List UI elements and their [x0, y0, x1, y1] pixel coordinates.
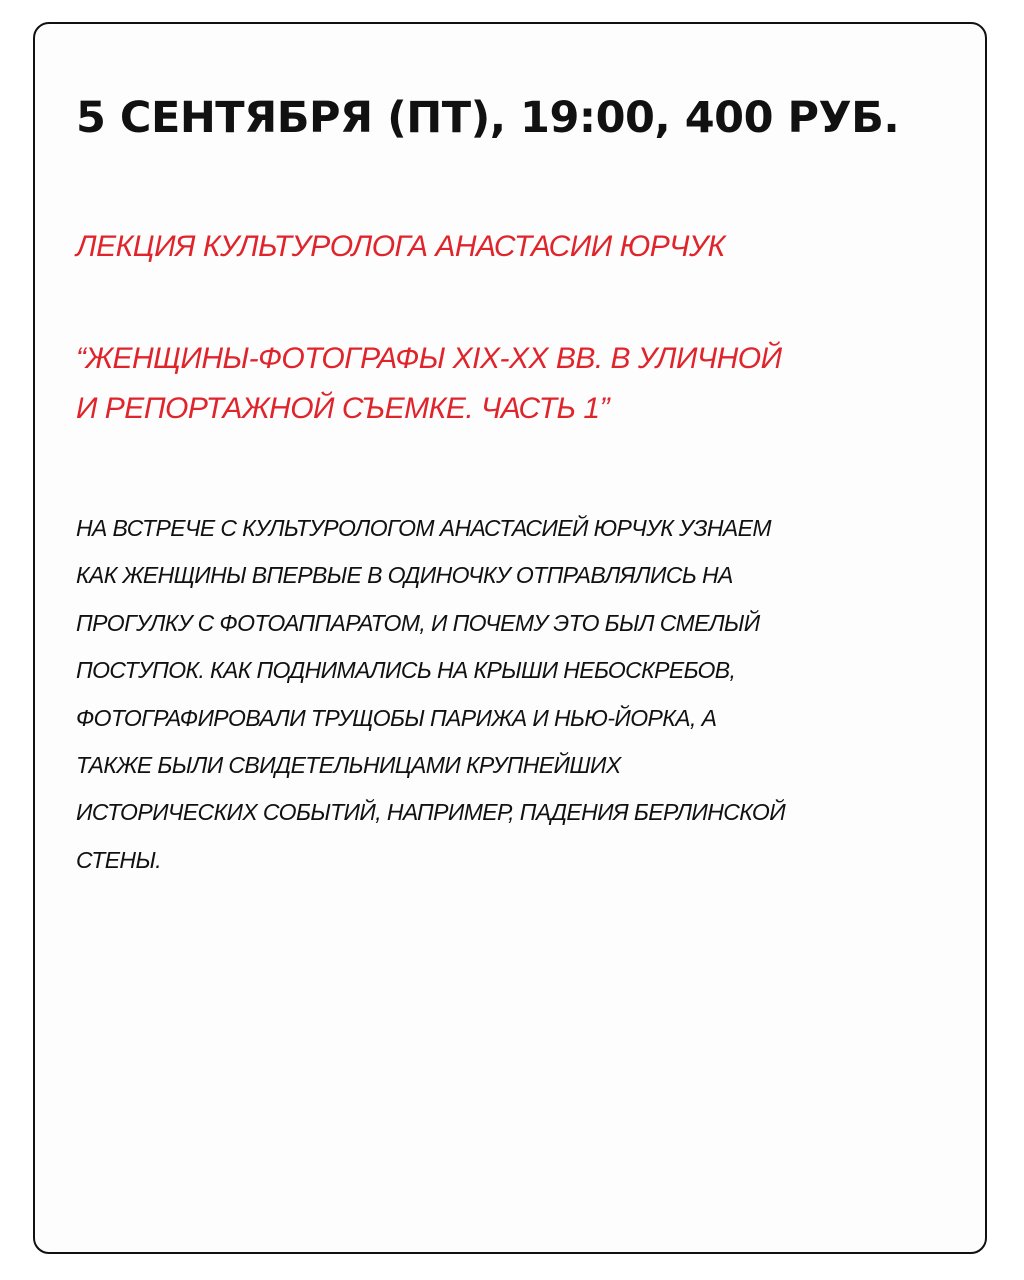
description-line: ПРОГУЛКУ С ФОТОАППАРАТОМ, И ПОЧЕМУ ЭТО БЫЛ СМЕЛЫЙ [76, 609, 760, 636]
lecture-label: ЛЕКЦИЯ КУЛЬТУРОЛОГА АНАСТАСИИ ЮРЧУК [76, 230, 725, 263]
description-line: ФОТОГРАФИРОВАЛИ ТРУЩОБЫ ПАРИЖА И НЬЮ-ЙОРКА, А [76, 704, 717, 731]
lecture-title-line-2: И РЕПОРТАЖНОЙ СЪЕМКЕ. ЧАСТЬ 1” [76, 392, 610, 425]
description-line: ПОСТУПОК. КАК ПОДНИМАЛИСЬ НА КРЫШИ НЕБОСКРЕБОВ, [76, 657, 736, 684]
description-line: ТАКЖЕ БЫЛИ СВИДЕТЕЛЬНИЦАМИ КРУПНЕЙШИХ [76, 752, 621, 779]
description-line: КАК ЖЕНЩИНЫ ВПЕРВЫЕ В ОДИНОЧКУ ОТПРАВЛЯЛИСЬ НА [76, 562, 733, 589]
description-line: ИСТОРИЧЕСКИХ СОБЫТИЙ, НАПРИМЕР, ПАДЕНИЯ БЕРЛИНСКОЙ [76, 799, 786, 826]
lecture-title-line-1: “ЖЕНЩИНЫ-ФОТОГРАФЫ XIX-XX ВВ. В УЛИЧНОЙ [76, 342, 782, 375]
event-description [76, 505, 785, 884]
description-line: СТЕНЫ. [76, 846, 162, 873]
event-date-time-price: 5 СЕНТЯБРЯ (ПТ), 19:00, 400 РУБ. [76, 93, 900, 143]
description-line: НА ВСТРЕЧЕ С КУЛЬТУРОЛОГОМ АНАСТАСИЕЙ ЮРЧУК УЗНАЕМ [76, 515, 771, 541]
